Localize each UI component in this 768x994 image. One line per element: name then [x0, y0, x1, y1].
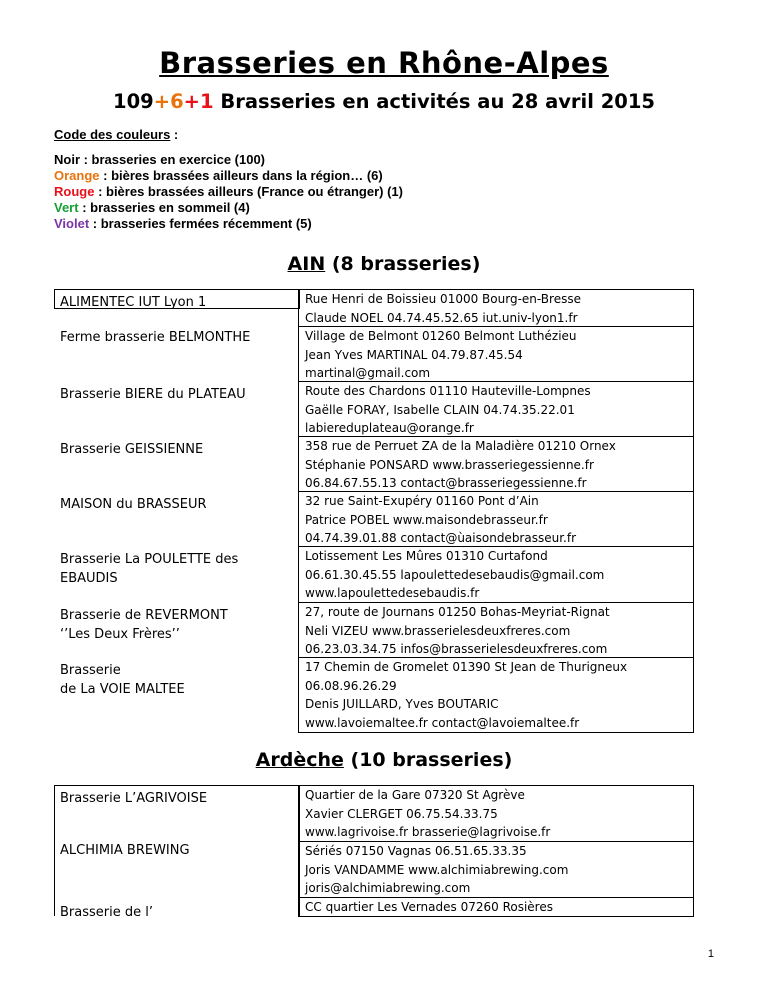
info-line: Neli VIZEU www.brasserielesdeuxfreres.com — [305, 623, 571, 638]
info-line: Claude NOEL 04.74.45.52.65 iut.univ-lyon1.fr — [305, 310, 578, 325]
info-line: Jean Yves MARTINAL 04.79.87.45.54 — [305, 347, 523, 362]
legend-text: : brasseries en sommeil (4) — [78, 200, 250, 215]
info-line: CC quartier Les Vernades 07260 Rosières — [305, 900, 553, 914]
info-line: Sériés 07150 Vagnas 06.51.65.33.35 — [305, 844, 527, 858]
info-line: www.lapoulettedesebaudis.fr — [305, 586, 480, 601]
brewery-table-ain — [54, 289, 694, 733]
legend-text: : bières brassées ailleurs (France ou étranger) (1) — [94, 184, 403, 199]
legend-key: Rouge — [54, 184, 95, 199]
info-line: joris@alchimiabrewing.com — [305, 881, 471, 896]
table-row — [54, 657, 694, 733]
info-line: Quartier de la Gare 07320 St Agrève — [305, 788, 525, 802]
table-row — [54, 897, 694, 920]
brewery-info — [298, 289, 694, 326]
info-line: labiereduplateau@orange.fr — [305, 421, 474, 436]
table-row — [54, 436, 694, 491]
info-line: Xavier CLERGET 06.75.54.33.75 — [305, 806, 498, 821]
brewery-name-line: ALIMENTEC IUT Lyon 1 — [60, 295, 207, 310]
legend-text: : brasseries fermées récemment (5) — [89, 216, 312, 231]
plus-sign: + — [183, 90, 200, 113]
info-line: Route des Chardons 01110 Hauteville-Lompnes — [305, 384, 591, 398]
brewery-name — [54, 657, 292, 733]
page-number: 1 — [707, 948, 714, 960]
brewery-name — [54, 897, 292, 920]
info-line: 358 rue de Perruet ZA de la Maladière 01210 Ornex — [305, 439, 616, 453]
brewery-info — [298, 657, 694, 733]
brewery-table-ardeche — [54, 785, 694, 920]
legend-key: Vert — [54, 200, 79, 215]
table-row — [54, 841, 694, 897]
brewery-name-line: Brasserie BIERE du PLATEAU — [60, 387, 246, 402]
legend-text: Noir : brasseries en exercice (100) — [54, 152, 266, 167]
info-line: Gaëlle FORAY, Isabelle CLAIN 04.74.35.22.01 — [305, 402, 575, 417]
table-row — [54, 289, 694, 326]
brewery-name — [54, 436, 292, 491]
info-line: 32 rue Saint-Exupéry 01160 Pont d’Ain — [305, 494, 539, 508]
page-title: Brasseries en Rhône-Alpes — [159, 46, 609, 80]
color-legend — [54, 127, 403, 232]
brewery-name-line: EBAUDIS — [60, 571, 118, 586]
info-line: Village de Belmont 01260 Belmont Luthézieu — [305, 329, 577, 343]
subtitle-text: Brasseries en activités au 28 avril 2015 — [213, 90, 655, 113]
legend-key: Violet — [54, 216, 90, 231]
brewery-name — [54, 491, 292, 546]
legend-heading: Code des couleurs — [54, 127, 171, 142]
info-line: Rue Henri de Boissieu 01000 Bourg-en-Bresse — [305, 292, 581, 306]
info-line: Joris VANDAMME www.alchimiabrewing.com — [305, 862, 569, 877]
table-row — [54, 326, 694, 381]
brewery-info — [298, 602, 694, 657]
info-line: 06.08.96.26.29 — [305, 678, 397, 693]
brewery-info — [298, 897, 694, 917]
section-title-ain — [0, 253, 768, 275]
legend-heading-suffix: : — [170, 127, 179, 142]
info-line: Patrice POBEL www.maisondebrasseur.fr — [305, 512, 548, 527]
info-line: www.lavoiemaltee.fr contact@lavoiemaltee.fr — [305, 715, 580, 730]
brewery-name-line: Brasserie — [60, 663, 121, 678]
table-row — [54, 381, 694, 436]
brewery-info — [298, 841, 694, 897]
info-line: 17 Chemin de Gromelet 01390 St Jean de Thurigneux — [305, 660, 628, 674]
brewery-info — [298, 381, 694, 436]
section-title-ardeche — [0, 749, 768, 771]
section-name: Ardèche — [255, 749, 344, 771]
brewery-name — [54, 289, 292, 326]
legend-key: Orange — [54, 168, 100, 183]
legend-text: : bières brassées ailleurs dans la région… (6) — [99, 168, 383, 183]
count-red: 1 — [199, 90, 214, 113]
brewery-info — [298, 326, 694, 381]
info-line: 06.84.67.55.13 contact@brasseriegessienne.fr — [305, 476, 587, 491]
brewery-name — [54, 326, 292, 381]
brewery-name-line: Brasserie GEISSIENNE — [60, 442, 204, 457]
table-row — [54, 491, 694, 546]
table-row — [54, 602, 694, 657]
info-line: Stéphanie PONSARD www.brasseriegessienne.fr — [305, 457, 594, 472]
brewery-name-line: ‘’Les Deux Frères’’ — [60, 627, 180, 642]
info-line: 27, route de Journans 01250 Bohas-Meyriat-Rignat — [305, 605, 610, 619]
brewery-name-line: Brasserie de REVERMONT — [60, 608, 228, 623]
table-row — [54, 546, 694, 602]
info-line: 06.61.30.45.55 lapoulettedesebaudis@gmail.com — [305, 567, 605, 582]
brewery-name — [54, 546, 292, 602]
brewery-name-line: MAISON du BRASSEUR — [60, 497, 207, 512]
brewery-name — [54, 841, 292, 897]
brewery-name — [54, 785, 292, 841]
count-black: 109 — [113, 90, 154, 113]
brewery-name-line: de La VOIE MALTEE — [60, 682, 185, 697]
page-subtitle — [0, 90, 768, 113]
brewery-name-line: Brasserie La POULETTE des — [60, 552, 239, 567]
brewery-info — [298, 546, 694, 602]
section-count: (8 brasseries) — [325, 253, 481, 275]
legend-line-red — [54, 184, 403, 200]
info-line: Denis JUILLARD, Yves BOUTARIC — [305, 697, 499, 712]
info-line: martinal@gmail.com — [305, 366, 431, 381]
info-line: 06.23.03.34.75 infos@brasserielesdeuxfreres.com — [305, 642, 608, 657]
legend-line-black — [54, 152, 403, 168]
info-line: www.lagrivoise.fr brasserie@lagrivoise.fr — [305, 825, 551, 840]
legend-line-green — [54, 200, 403, 216]
plus-sign: + — [153, 90, 171, 113]
info-line: Lotissement Les Mûres 01310 Curtafond — [305, 549, 548, 563]
brewery-info — [298, 785, 694, 841]
info-line: 04.74.39.01.88 contact@ùaisondebrasseur.fr — [305, 531, 577, 546]
brewery-name-line: Ferme brasserie BELMONTHE — [60, 330, 251, 345]
legend-line-violet — [54, 216, 403, 232]
section-name: AIN — [287, 253, 326, 275]
count-orange: 6 — [170, 90, 184, 113]
brewery-name — [54, 602, 292, 657]
brewery-name-line: Brasserie de l’ — [60, 905, 153, 920]
brewery-info — [298, 436, 694, 491]
brewery-info — [298, 491, 694, 546]
table-row — [54, 785, 694, 841]
legend-line-orange — [54, 168, 403, 184]
brewery-name-line: Brasserie L’AGRIVOISE — [60, 791, 208, 806]
section-count: (10 brasseries) — [343, 749, 513, 771]
brewery-name-line: ALCHIMIA BREWING — [60, 843, 190, 858]
brewery-name — [54, 381, 292, 436]
